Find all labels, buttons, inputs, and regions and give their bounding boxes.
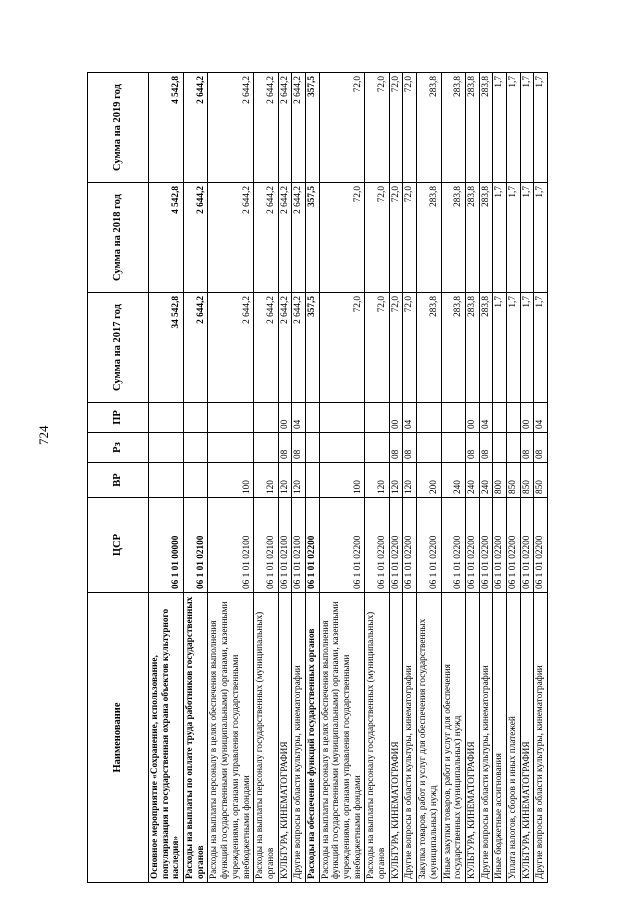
row-sum-2017: 283,8: [417, 293, 441, 403]
row-sum-2017: 2 644,2: [254, 293, 278, 403]
row-vr: [305, 463, 319, 498]
row-pr: [208, 403, 254, 433]
row-rz: 08: [389, 433, 403, 463]
row-pr: [506, 403, 520, 433]
row-vr: 850: [520, 463, 534, 498]
row-sum-2017: 1,7: [520, 293, 534, 403]
row-rz: [365, 433, 389, 463]
row-pr: 04: [403, 403, 417, 433]
row-sum-2018: 1,7: [493, 183, 507, 293]
header-pr: ПР: [88, 403, 149, 433]
row-sum-2018: 2 644,2: [278, 183, 292, 293]
row-csr: 06 1 01 02100: [278, 498, 292, 593]
row-vr: 200: [417, 463, 441, 498]
row-sum-2017: 283,8: [479, 293, 493, 403]
row-pr: [319, 403, 365, 433]
row-sum-2017: 72,0: [365, 293, 389, 403]
row-name: Другие вопросы в области культуры, кинематографии: [403, 593, 417, 883]
row-sum-2019: 1,7: [506, 73, 520, 183]
row-name: Расходы на выплаты персоналу государственных (муниципальных) органов: [254, 593, 278, 883]
row-csr: 06 1 01 02200: [465, 498, 479, 593]
row-rz: 08: [479, 433, 493, 463]
table-row: [319, 73, 365, 883]
row-vr: 240: [441, 463, 465, 498]
row-sum-2019: 2 644,2: [278, 73, 292, 183]
table-row: [479, 73, 493, 883]
row-rz: [417, 433, 441, 463]
row-rz: [506, 433, 520, 463]
row-name: Иные бюджетные ассигнования: [493, 593, 507, 883]
row-sum-2017: 2 644,2: [184, 293, 208, 403]
table-header-row: [88, 73, 149, 883]
row-csr: 06 1 01 02100: [254, 498, 278, 593]
row-sum-2018: 1,7: [520, 183, 534, 293]
row-pr: 04: [534, 403, 548, 433]
table-row: [184, 73, 208, 883]
row-sum-2017: 2 644,2: [292, 293, 306, 403]
row-sum-2017: 72,0: [389, 293, 403, 403]
row-pr: [441, 403, 465, 433]
row-csr: 06 1 01 02200: [403, 498, 417, 593]
row-vr: 100: [208, 463, 254, 498]
row-sum-2019: 2 644,2: [184, 73, 208, 183]
header-sum-2019: Сумма на 2019 год: [88, 73, 149, 183]
row-sum-2017: 1,7: [534, 293, 548, 403]
table-row: [465, 73, 479, 883]
row-rz: [493, 433, 507, 463]
row-pr: 00: [389, 403, 403, 433]
row-pr: 04: [479, 403, 493, 433]
row-csr: 06 1 01 02200: [520, 498, 534, 593]
row-sum-2018: 1,7: [506, 183, 520, 293]
header-sum-2017: Сумма на 2017 год: [88, 293, 149, 403]
row-name: Иные закупки товаров, работ и услуг для обеспечения государственных (муниципальных) нужд: [441, 593, 465, 883]
row-sum-2018: 2 644,2: [208, 183, 254, 293]
table-row: [506, 73, 520, 883]
row-name: Расходы на обеспечение функций государственных органов: [305, 593, 319, 883]
row-pr: [365, 403, 389, 433]
row-csr: 06 1 01 02100: [208, 498, 254, 593]
row-sum-2018: 283,8: [441, 183, 465, 293]
row-csr: 06 1 01 02200: [319, 498, 365, 593]
row-sum-2018: 72,0: [389, 183, 403, 293]
row-rz: [184, 433, 208, 463]
row-pr: 00: [465, 403, 479, 433]
row-pr: [149, 403, 184, 433]
header-vr: ВР: [88, 463, 149, 498]
row-csr: 06 1 01 02200: [479, 498, 493, 593]
row-pr: 04: [292, 403, 306, 433]
row-sum-2017: 2 644,2: [278, 293, 292, 403]
row-sum-2018: 283,8: [465, 183, 479, 293]
row-csr: 06 1 01 02200: [389, 498, 403, 593]
row-rz: 08: [465, 433, 479, 463]
row-sum-2019: 2 644,2: [254, 73, 278, 183]
row-vr: [149, 463, 184, 498]
row-sum-2019: 283,8: [417, 73, 441, 183]
row-csr: 06 1 01 02100: [184, 498, 208, 593]
row-sum-2019: 283,8: [479, 73, 493, 183]
row-name: КУЛЬТУРА, КИНЕМАТОГРАФИЯ: [278, 593, 292, 883]
table-row: [534, 73, 548, 883]
row-sum-2019: 72,0: [403, 73, 417, 183]
row-vr: 240: [479, 463, 493, 498]
row-name: Уплата налогов, сборов и иных платежей: [506, 593, 520, 883]
table-row: [149, 73, 184, 883]
row-sum-2017: 283,8: [441, 293, 465, 403]
row-vr: 120: [254, 463, 278, 498]
row-name: Расходы на выплаты персоналу в целях обеспечения выполнения функций государственными (муниципальными) органами, казенными учреждениями, органами управления государственными внебюджетными фондами: [208, 593, 254, 883]
row-vr: [184, 463, 208, 498]
row-csr: 06 1 01 02200: [441, 498, 465, 593]
row-rz: 08: [278, 433, 292, 463]
table-row: [278, 73, 292, 883]
row-vr: 120: [389, 463, 403, 498]
row-pr: 00: [278, 403, 292, 433]
row-pr: [305, 403, 319, 433]
row-rz: [319, 433, 365, 463]
row-vr: 850: [534, 463, 548, 498]
row-name: Другие вопросы в области культуры, кинематографии: [479, 593, 493, 883]
row-vr: 120: [403, 463, 417, 498]
row-sum-2019: 357,5: [305, 73, 319, 183]
row-sum-2018: 2 644,2: [254, 183, 278, 293]
row-csr: 06 1 01 00000: [149, 498, 184, 593]
row-sum-2017: 1,7: [506, 293, 520, 403]
row-vr: 120: [278, 463, 292, 498]
row-rz: 08: [534, 433, 548, 463]
row-sum-2019: 1,7: [520, 73, 534, 183]
row-sum-2019: 283,8: [465, 73, 479, 183]
rotated-page: [87, 73, 548, 883]
table-row: [254, 73, 278, 883]
row-pr: 00: [520, 403, 534, 433]
row-vr: 240: [465, 463, 479, 498]
row-vr: 120: [365, 463, 389, 498]
row-sum-2018: 72,0: [403, 183, 417, 293]
row-rz: 08: [520, 433, 534, 463]
row-sum-2019: 72,0: [365, 73, 389, 183]
table-body: [149, 73, 548, 883]
row-name: Другие вопросы в области культуры, кинематографии: [534, 593, 548, 883]
row-rz: [149, 433, 184, 463]
row-pr: [254, 403, 278, 433]
row-sum-2018: 357,5: [305, 183, 319, 293]
row-sum-2019: 72,0: [389, 73, 403, 183]
row-rz: 08: [403, 433, 417, 463]
table-row: [403, 73, 417, 883]
row-sum-2017: 72,0: [319, 293, 365, 403]
row-pr: [184, 403, 208, 433]
row-sum-2017: 72,0: [403, 293, 417, 403]
row-name: Другие вопросы в области культуры, кинематографии: [292, 593, 306, 883]
row-csr: 06 1 01 02200: [506, 498, 520, 593]
row-sum-2018: 1,7: [534, 183, 548, 293]
table-row: [365, 73, 389, 883]
row-name: Расходы на выплаты персоналу государственных (муниципальных) органов: [365, 593, 389, 883]
row-csr: 06 1 01 02200: [534, 498, 548, 593]
row-name: Закупка товаров, работ и услуг для обеспечения государственных (муниципальных) нужд: [417, 593, 441, 883]
row-name: КУЛЬТУРА, КИНЕМАТОГРАФИЯ: [465, 593, 479, 883]
row-pr: [417, 403, 441, 433]
table-row: [441, 73, 465, 883]
row-csr: 06 1 01 02200: [493, 498, 507, 593]
header-csr: ЦСР: [88, 498, 149, 593]
table-row: [292, 73, 306, 883]
row-sum-2018: 72,0: [319, 183, 365, 293]
row-sum-2017: 357,5: [305, 293, 319, 403]
row-rz: [254, 433, 278, 463]
row-vr: 100: [319, 463, 365, 498]
row-name: Основное мероприятие «Сохранение, использование, популяризация и государственная охрана объектов культурного наследия»: [149, 593, 184, 883]
row-sum-2017: 1,7: [493, 293, 507, 403]
row-sum-2018: 283,8: [479, 183, 493, 293]
row-csr: 06 1 01 02200: [417, 498, 441, 593]
row-sum-2018: 283,8: [417, 183, 441, 293]
row-rz: [305, 433, 319, 463]
row-sum-2018: 2 644,2: [184, 183, 208, 293]
table-row: [208, 73, 254, 883]
row-sum-2019: 2 644,2: [208, 73, 254, 183]
row-sum-2019: 2 644,2: [292, 73, 306, 183]
row-rz: 08: [292, 433, 306, 463]
row-sum-2018: 72,0: [365, 183, 389, 293]
row-csr: 06 1 01 02200: [365, 498, 389, 593]
row-vr: 800: [493, 463, 507, 498]
row-csr: 06 1 01 02200: [305, 498, 319, 593]
row-sum-2017: 34 542,8: [149, 293, 184, 403]
header-rz: Рз: [88, 433, 149, 463]
row-name: Расходы на выплаты персоналу в целях обеспечения выполнения функций государственными (муниципальными) органами, казенными учреждениями, органами управления государственными внебюджетными фондами: [319, 593, 365, 883]
table-row: [389, 73, 403, 883]
page-number: 724: [36, 425, 51, 445]
table-row: [493, 73, 507, 883]
row-name: КУЛЬТУРА, КИНЕМАТОГРАФИЯ: [520, 593, 534, 883]
row-sum-2019: 1,7: [493, 73, 507, 183]
row-sum-2018: 2 644,2: [292, 183, 306, 293]
header-name: Наименование: [88, 593, 149, 883]
row-sum-2019: 4 542,8: [149, 73, 184, 183]
budget-table: [87, 72, 548, 883]
table-row: [417, 73, 441, 883]
row-rz: [441, 433, 465, 463]
row-vr: 850: [506, 463, 520, 498]
row-sum-2019: 72,0: [319, 73, 365, 183]
row-rz: [208, 433, 254, 463]
table-row: [520, 73, 534, 883]
row-csr: 06 1 01 02100: [292, 498, 306, 593]
header-sum-2018: Сумма на 2018 год: [88, 183, 149, 293]
row-sum-2017: 2 644,2: [208, 293, 254, 403]
row-name: КУЛЬТУРА, КИНЕМАТОГРАФИЯ: [389, 593, 403, 883]
row-pr: [493, 403, 507, 433]
row-sum-2019: 283,8: [441, 73, 465, 183]
row-sum-2018: 4 542,8: [149, 183, 184, 293]
table-row: [305, 73, 319, 883]
row-name: Расходы на выплаты по оплате труда работников государственных органов: [184, 593, 208, 883]
row-vr: 120: [292, 463, 306, 498]
row-sum-2017: 283,8: [465, 293, 479, 403]
row-sum-2019: 1,7: [534, 73, 548, 183]
